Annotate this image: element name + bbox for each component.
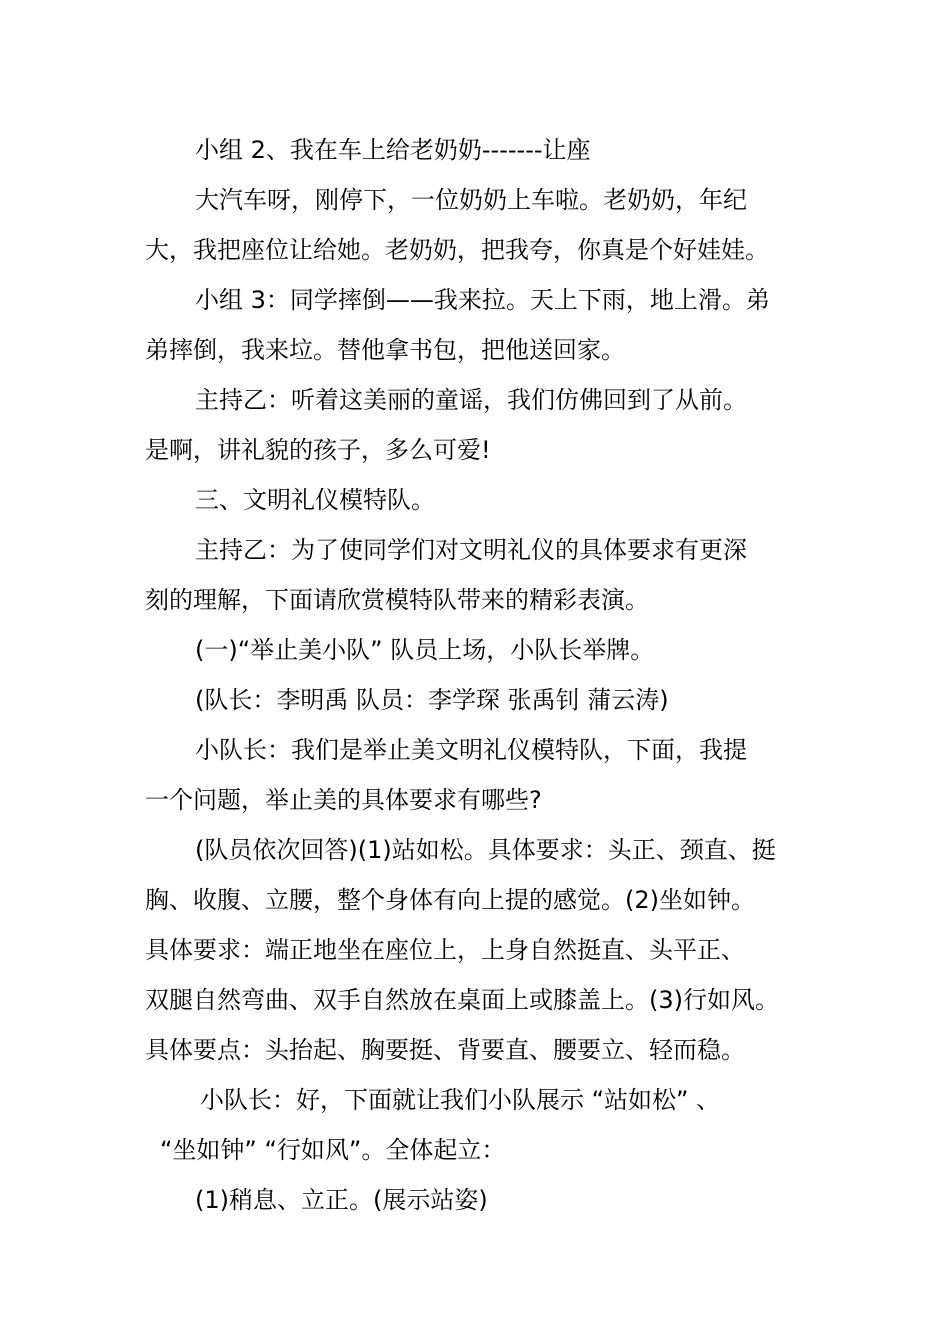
section-heading: 三、文明礼仪模特队。 [195,486,435,514]
text-line: 胸、收腹、立腰，整个身体有向上提的感觉。(2)坐如钟。 [145,886,755,914]
text-line: (1)稍息、立正。(展示站姿) [195,1186,488,1214]
text-line: 是啊，讲礼貌的孩子，多么可爱! [145,436,491,464]
text-line: (队员依次回答)(1)站如松。具体要求：头正、颈直、挺 [195,836,776,864]
text-line: 弟摔倒，我来垃。替他拿书包，把他送回家。 [145,336,625,364]
text-line: 小队长：我们是举止美文明礼仪模特队，下面，我提 [195,736,747,764]
text-line: (队长：李明禹 队员：李学琛 张禹钊 蒲云涛) [195,686,669,714]
text-line: 小组 3：同学摔倒——我来拉。天上下雨，地上滑。弟 [195,286,770,314]
text-line: (一)“举止美小队” 队员上场，小队长举牌。 [195,636,655,664]
text-line: 一个问题，举止美的具体要求有哪些? [145,786,542,814]
text-line: 大，我把座位让给她。老奶奶，把我夸，你真是个好娃娃。 [145,236,769,264]
text-line: 小队长：好，下面就让我们小队展示 “站如松” 、 [200,1086,721,1114]
text-line: “坐如钟” “行如风”。全体起立： [160,1136,506,1164]
text-line: 具体要点：头抬起、胸要挺、背要直、腰要立、轻而稳。 [145,1036,745,1064]
text-line: 具体要求：端正地坐在座位上，上身自然挺直、头平正、 [145,936,745,964]
text-line: 双腿自然弯曲、双手自然放在桌面上或膝盖上。(3)行如风。 [145,986,779,1014]
text-line: 小组 2、我在车上给老奶奶-------让座 [195,136,591,164]
text-line: 刻的理解，下面请欣赏模特队带来的精彩表演。 [145,586,649,614]
text-line: 大汽车呀，刚停下，一位奶奶上车啦。老奶奶，年纪 [195,186,747,214]
text-line: 主持乙：听着这美丽的童谣，我们仿佛回到了从前。 [195,386,747,414]
text-line: 主持乙：为了使同学们对文明礼仪的具体要求有更深 [195,536,747,564]
